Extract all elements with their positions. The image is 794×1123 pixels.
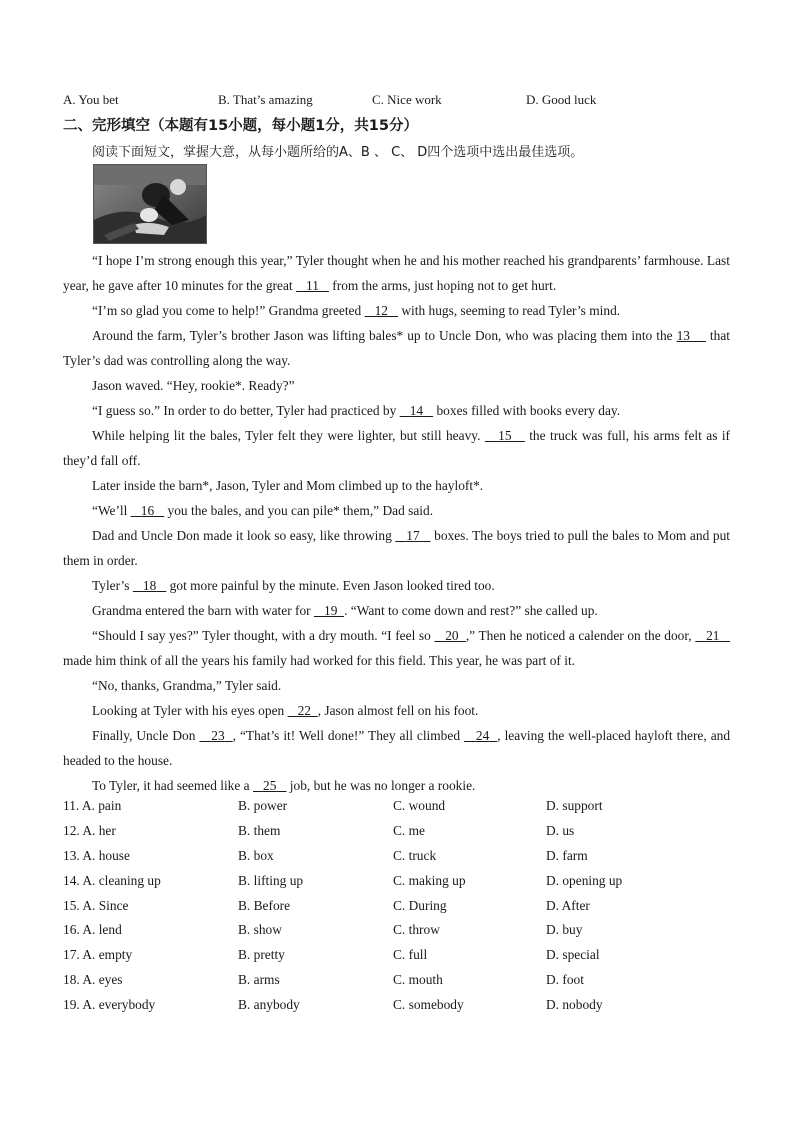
paragraph: Finally, Uncle Don 23 , “That’s it! Well done!” They all climbed 24 , leaving the well-placed hayloft there, and headed to the house. xyxy=(63,728,731,768)
choice-c: C. throw xyxy=(393,922,440,938)
choice-d: D. nobody xyxy=(546,997,603,1013)
choice-a: 18. A. eyes xyxy=(63,972,123,988)
answer-row-19 xyxy=(63,997,743,1022)
choice-a: 15. A. Since xyxy=(63,897,129,913)
paragraph: “Should I say yes?” Tyler thought, with a dry mouth. “I feel so 20 ,” Then he noticed a calender on the door, 21 made him think of all the years his family had worked for this field. This year, he was part of it. xyxy=(63,623,730,673)
choice-b: B. arms xyxy=(238,972,280,988)
previous-question-options xyxy=(63,92,743,110)
choice-a: 16. A. lend xyxy=(63,922,122,938)
choice-c: C. mouth xyxy=(393,972,443,988)
choice-d: D. farm xyxy=(546,847,588,863)
answer-options-list xyxy=(63,798,743,1022)
choice-b: B. them xyxy=(238,822,281,838)
choice-b: B. Before xyxy=(238,897,291,913)
blank-25: 25 xyxy=(263,778,277,793)
answer-row-17 xyxy=(63,947,743,972)
blank-11: 11 xyxy=(306,278,319,293)
choice-d: D. foot xyxy=(546,972,584,988)
choice-c: C. wound xyxy=(393,798,446,813)
choice-b: B. show xyxy=(238,922,282,938)
choice-a: 13. A. house xyxy=(63,847,130,863)
choice-b: B. lifting up xyxy=(238,872,304,888)
choice-c: C. making up xyxy=(393,872,466,888)
choice-a: 17. A. empty xyxy=(63,947,133,963)
blank-15: 15 xyxy=(498,428,512,443)
choice-c: C. full xyxy=(393,947,428,963)
option-d: D. Good luck xyxy=(526,92,597,107)
choice-d: D. special xyxy=(546,947,600,963)
choice-a: 14. A. cleaning up xyxy=(63,872,161,888)
section-instruction: 阅读下面短文，掌握大意，从每小题所给的A、B 、 C、 D四个选项中选出最佳选项。 xyxy=(92,145,584,160)
answer-row-18 xyxy=(63,972,743,997)
blank-17: 17 xyxy=(406,528,420,543)
choice-b: B. power xyxy=(238,798,288,813)
paragraph: Tyler’s 18 got more painful by the minute. Even Jason looked tired too. xyxy=(92,578,495,593)
choice-c: C. me xyxy=(393,822,425,838)
answer-row-14 xyxy=(63,873,743,898)
answer-row-11 xyxy=(63,798,743,823)
paragraph: While helping lit the bales, Tyler felt they were lighter, but still heavy. 15 the truck was full, his arms felt as if they’d fall off. xyxy=(63,428,731,468)
photo-icon xyxy=(93,164,207,244)
blank-20: 20 xyxy=(445,628,459,643)
blank-24: 24 xyxy=(475,728,490,743)
cloze-passage xyxy=(63,248,730,798)
answer-row-13 xyxy=(63,848,743,873)
paragraph: Jason waved. “Hey, rookie*. Ready?” xyxy=(92,378,295,393)
choice-b: B. anybody xyxy=(238,997,300,1013)
choice-b: B. box xyxy=(238,847,274,863)
choice-c: C. somebody xyxy=(393,997,464,1013)
blank-19: 19 xyxy=(324,603,338,618)
choice-d: D. us xyxy=(546,822,575,838)
choice-c: C. truck xyxy=(393,847,437,863)
choice-a: 19. A. everybody xyxy=(63,997,156,1013)
blank-18: 18 xyxy=(142,578,157,593)
blank-21: 21 xyxy=(706,628,720,643)
blank-12: 12 xyxy=(374,303,388,318)
answer-row-16 xyxy=(63,922,743,947)
paragraph: “I hope I’m strong enough this year,” Tyler thought when he and his mother reached his grandparents’ farmhouse. Last year, he gave after 10 minutes for the great 11 from the arms, just hoping not to get hurt. xyxy=(63,253,730,293)
paragraph: “I’m so glad you come to help!” Grandma greeted 12 with hugs, seeming to read Tyler’s mind. xyxy=(92,303,621,318)
choice-b: B. pretty xyxy=(238,947,285,963)
option-c: C. Nice work xyxy=(372,92,442,107)
paragraph: Grandma entered the barn with water for 19 . “Want to come down and rest?” she called up. xyxy=(92,603,598,618)
paragraph: Looking at Tyler with his eyes open 22 , Jason almost fell on his foot. xyxy=(92,703,479,718)
choice-c: C. During xyxy=(393,897,447,913)
answer-row-15 xyxy=(63,898,743,923)
paragraph: “I guess so.” In order to do better, Tyler had practiced by 14 boxes filled with books every day. xyxy=(92,403,621,418)
paragraph: To Tyler, it had seemed like a 25 job, but he was no longer a rookie. xyxy=(92,778,476,793)
choice-d: D. opening up xyxy=(546,872,623,888)
blank-14: 14 xyxy=(409,403,424,418)
paragraph: “We’ll 16 you the bales, and you can pile* them,” Dad said. xyxy=(92,503,434,518)
option-b: B. That’s amazing xyxy=(218,92,313,107)
blank-23: 23 xyxy=(211,728,225,743)
paragraph: Dad and Uncle Don made it look so easy, like throwing 17 boxes. The boys tried to pull the bales to Mom and put them in order. xyxy=(63,528,731,568)
blank-22: 22 xyxy=(297,703,311,718)
choice-d: D. After xyxy=(546,897,590,913)
choice-d: D. buy xyxy=(546,922,583,938)
choice-d: D. support xyxy=(546,798,603,813)
paragraph: Later inside the barn*, Jason, Tyler and Mom climbed up to the hayloft*. xyxy=(92,478,484,493)
answer-row-12 xyxy=(63,823,743,848)
choice-a: 11. A. pain xyxy=(63,798,122,813)
blank-13: 13 xyxy=(676,328,690,343)
paragraph: “No, thanks, Grandma,” Tyler said. xyxy=(92,678,282,693)
choice-a: 12. A. her xyxy=(63,822,116,838)
blank-16: 16 xyxy=(140,503,155,518)
paragraph: Around the farm, Tyler’s brother Jason was lifting bales* up to Uncle Don, who was placing them into the 13 that Tyler’s dad was controlling along the way. xyxy=(63,328,731,368)
option-a: A. You bet xyxy=(63,92,119,107)
section-title: 二、完形填空（本题有15小题，每小题1分，共15分） xyxy=(63,118,418,134)
